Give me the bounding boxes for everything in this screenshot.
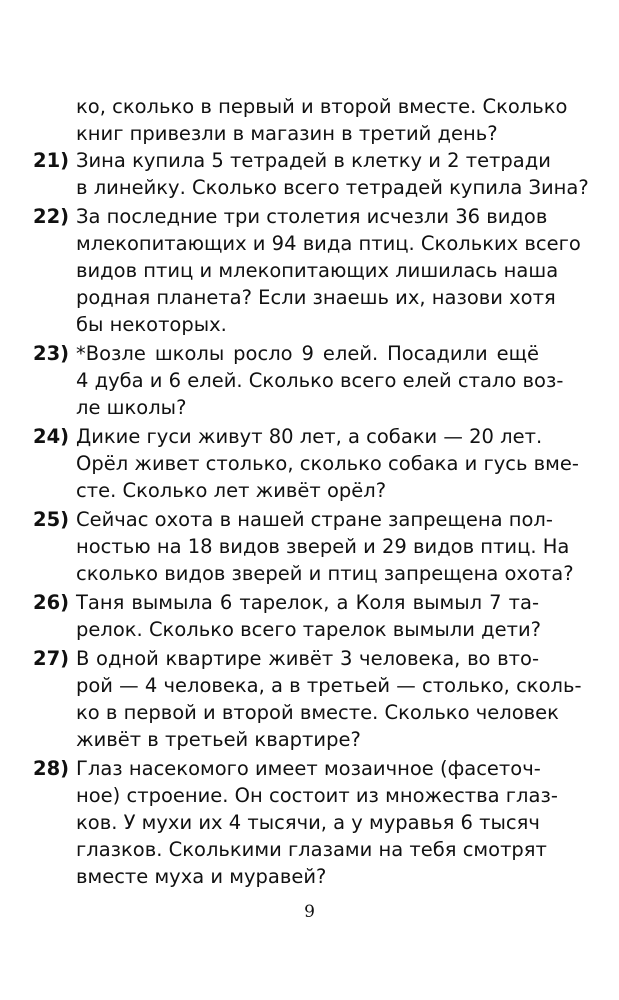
problem-text-line: видов птиц и млекопитающих лишилась наша (76, 259, 559, 282)
problem-number: 28) (33, 757, 70, 780)
problem-text-line: 4 дуба и 6 елей. Сколько всего елей стало воз- (76, 369, 564, 392)
problem-text-line: рой — 4 человека, а в третьей — столько, сколь- (76, 674, 582, 697)
problem-number: 26) (33, 591, 70, 614)
problem-text-line: ное) строение. Он состоит из множества глаз- (76, 784, 558, 807)
problem-text-line: бы некоторых. (76, 313, 227, 336)
problem-text-line: Глаз насекомого имеет мозаичное (фасеточ- (76, 757, 541, 780)
problem-text-line: вместе муха и муравей? (76, 865, 327, 888)
continuation-line: книг привезли в магазин в третий день? (76, 122, 498, 145)
problem-text-line: в линейку. Сколько всего тетрадей купила Зина? (76, 176, 589, 199)
problem-text-line: сколько видов зверей и птиц запрещена охота? (76, 562, 574, 585)
problem-number: 21) (33, 149, 70, 172)
problem-text-line: В одной квартире живёт 3 человека, во вто- (76, 647, 539, 670)
problem-text-line: *Возле школы росло 9 елей. Посадили ещё (76, 342, 539, 365)
problem-text-line: ко в первой и второй вместе. Сколько человек (76, 701, 559, 724)
problem-text-line: ков. У мухи их 4 тысячи, а у муравья 6 тысяч (76, 811, 540, 834)
problem-text-line: ностью на 18 видов зверей и 29 видов птиц. На (76, 535, 570, 558)
problem-number: 22) (33, 205, 70, 228)
problem-text-line: релок. Сколько всего тарелок вымыли дети? (76, 618, 541, 641)
problem-text-line: ле школы? (76, 396, 187, 419)
problem-text-line: Дикие гуси живут 80 лет, а собаки — 20 лет. (76, 425, 543, 448)
problem-text-line: родная планета? Если знаешь их, назови хотя (76, 286, 556, 309)
problem-text-line: Таня вымыла 6 тарелок, а Коля вымыл 7 та- (76, 591, 539, 614)
problem-text-line: Сейчас охота в нашей стране запрещена пол- (76, 508, 553, 531)
problem-text-line: живёт в третьей квартире? (76, 728, 361, 751)
problem-number: 23) (33, 342, 70, 365)
problem-text-line: глазков. Сколькими глазами на тебя смотрят (76, 838, 547, 861)
problem-text-line: Зина купила 5 тетрадей в клетку и 2 тетради (76, 149, 551, 172)
problem-number: 25) (33, 508, 70, 531)
problem-text-line: За последние три столетия исчезли 36 видов (76, 205, 548, 228)
page-number: 9 (304, 902, 315, 922)
problem-text-line: сте. Сколько лет живёт орёл? (76, 479, 387, 502)
continuation-line: ко, сколько в первый и второй вместе. Сколько (76, 95, 568, 118)
problem-text-line: млекопитающих и 94 вида птиц. Скольких всего (76, 232, 581, 255)
problem-number: 27) (33, 647, 70, 670)
problem-number: 24) (33, 425, 70, 448)
problem-text-line: Орёл живет столько, сколько собака и гусь вме- (76, 452, 579, 475)
